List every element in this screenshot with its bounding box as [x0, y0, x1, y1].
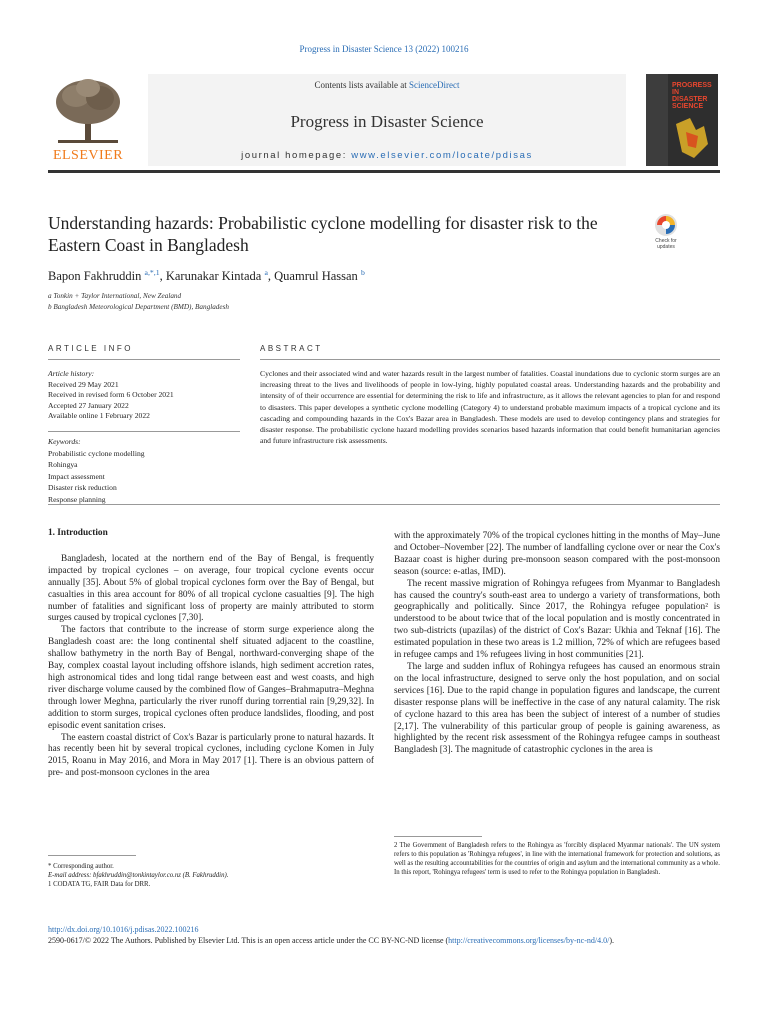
- author-sup[interactable]: b: [360, 268, 365, 277]
- body-paragraph: The eastern coastal district of Cox's Bazar is particularly prone to natural hazards. It has recently been hit by several tropical cyclones, including cyclone Komen in July 2015, Roanu in May 2016, and Mora in May 2017 [1]. There is an obvious pattern of pre- and post-monsoon cyclones in the area: [48, 732, 374, 779]
- keywords: [48, 436, 238, 505]
- keyword: Rohingya: [48, 460, 78, 469]
- body-paragraph: with the approximately 70% of the tropical cyclones hitting in the months of May–June and October–November [22]. The number of landfalling cyclone over or near the Cox's Bazaar coast is higher during pre-monsoon season compared with the post-monsoon season (source: e-atlas, IMD).: [394, 531, 720, 577]
- author-list: Bapon Fakhruddin $^{a,*,1}$, Karunakar Kintada $^a$, Quamrul Hassan $^b$: [48, 268, 365, 284]
- history-item: Received 29 May 2021: [48, 379, 119, 389]
- check-for-updates-badge[interactable]: [646, 212, 686, 256]
- masthead-center: [148, 74, 626, 166]
- license-line: 2590-0617/© 2022 The Authors. Published by Elsevier Ltd. This is an open access article under the CC BY-NC-ND license (http://creativecommons.org/licenses/by-nc-nd/4.0/).: [48, 936, 614, 945]
- masthead: [48, 74, 720, 166]
- body-paragraph: The recent massive migration of Rohingya refugees from Myanmar to Bangladesh has caused the country's south-east area to undergo a variety of transformations, both geographically and politically. Since 2017, the Rohingya refugee population² is understood to be about twice that of the local population and is mostly concentrated in two sub-districts (upazilas) of the district of Cox's Bazar: Ukhia and Teknaf [16]. The estimated population in these two areas is 1.2 million, 72% of which are refugees based in refugee camps and 1% refugees living in host communities [21].: [394, 578, 720, 661]
- divider: [48, 431, 240, 432]
- divider: [48, 504, 720, 505]
- license-link[interactable]: http://creativecommons.org/licenses/by-nc-nd/4.0/: [448, 936, 610, 945]
- cover-title: PROGRESS IN DISASTER SCIENCE: [672, 82, 712, 110]
- body-paragraph: The large and sudden influx of Rohingya refugees has caused an enormous strain on the local infrastructure, designed to serve only the host population, and on social services [16]. Due to the rapid change in population figures and landscape, the current disaster response plans will be ineffective in the case of any natural calamity. The risk of cyclone hazard to this area has been the subject of interest of a number of studies [2,17]. The vulnerability of this particular group of people is gaining awareness, as highlighted by the recent risk assessment of the Rohingya refugee camps in southeast Bangladesh [3]. The magnitude of catastrophic cyclones in the area is: [394, 661, 720, 756]
- body-column-left: [48, 528, 374, 780]
- footnote-2: 2 The Government of Bangladesh refers to the Rohingya as 'forcibly displaced Myanmar nationals'. The UN system refers to this population as 'Rohingya refugees', in line with the international framework for protection and solutions, as well as the resulting accountabilities for the countries of origin and asylum and the international community as a whole. In this report, 'Rohingya refugees' term is used to refer to the Rohingya population in Bangladesh.: [394, 842, 720, 876]
- author-name[interactable]: Karunakar Kintada: [165, 269, 262, 284]
- body-column-right: [394, 531, 720, 757]
- history-item: Accepted 27 January 2022: [48, 400, 129, 410]
- article-history: [48, 369, 238, 422]
- section-heading: 1. Introduction: [48, 528, 108, 538]
- history-label: Article history:: [48, 369, 95, 378]
- journal-title: Progress in Disaster Science: [290, 112, 484, 131]
- divider: [260, 359, 720, 360]
- history-item: Received in revised form 6 October 2021: [48, 390, 174, 399]
- journal-reference[interactable]: Progress in Disaster Science 13 (2022) 100216: [299, 44, 469, 54]
- doi-link[interactable]: http://dx.doi.org/10.1016/j.pdisas.2022.100216: [48, 925, 199, 934]
- author-name[interactable]: Bapon Fakhruddin: [48, 269, 142, 284]
- author-sup[interactable]: a: [264, 268, 268, 277]
- contents-line: Contents lists available at ScienceDirect: [314, 80, 460, 90]
- footnote-corresponding: * Corresponding author.: [48, 863, 114, 870]
- keyword: Probabilistic cyclone modelling: [48, 448, 145, 458]
- check-updates-label: Check for updates: [655, 238, 677, 250]
- footnote-rule: [48, 855, 136, 856]
- elsevier-tree-logo[interactable]: [48, 74, 128, 166]
- affiliation: a Tonkin + Taylor International, New Zealand: [48, 292, 182, 300]
- author-name[interactable]: Quamrul Hassan: [274, 269, 358, 284]
- header-rule: [48, 170, 720, 173]
- homepage-link[interactable]: www.elsevier.com/locate/pdisas: [351, 150, 533, 161]
- divider: [48, 359, 240, 360]
- author-sup[interactable]: a,*,1: [144, 268, 160, 277]
- journal-cover[interactable]: [646, 74, 718, 166]
- article-title: Understanding hazards: Probabilistic cyclone modelling for disaster risk to the Eastern Coast in Bangladesh: [48, 213, 598, 255]
- affiliation: b Bangladesh Meteorological Department (BMD), Bangladesh: [48, 303, 229, 311]
- footnote-1: 1 CODATA TG, FAIR Data for DRR.: [48, 881, 151, 888]
- footnote-email[interactable]: E-mail address: bfakhruddin@tonkintaylor.co.nz (B. Fakhruddin).: [48, 872, 229, 879]
- footnote-rule: [394, 836, 482, 837]
- abstract-text: Cyclones and their associated wind and water hazards result in the largest number of fatalities. Coastal inundations due to cyclonic storm surges are an increasing threat to the lives and livelihoods of people in low-lying, highly populated coastal areas. Understanding hazards and the probability and intensity of of their occurrence are essential for determining the risk to life and infrastructure, as it allows the relevant agencies to plan for and respond to disasters. This paper developes a synthetic cyclone modelling (Category 4) to understand probable maximum impacts of a tropical cyclone and its cascading and compounding hazards in the Cox's Bazar area in Bangladesh. These models are used to develop contingency plans and strategies for disaster response. The probabilistic cyclone hazard modelling provides scenarios based hazards information that could benefit humanitarian agencies and future infrastructure risk assessments.: [260, 369, 720, 446]
- keywords-label: Keywords:: [48, 437, 81, 446]
- body-paragraph: The factors that contribute to the increase of storm surge experience along the Bangladesh coast are: the long continental shelf situated adjacent to the coastline, shallow bathymetry in the north Bay of Bengal, northward-converging shape of the Bay, complex coastal layout including offshore islands, high sediment accretion rates, high astronomical tides and long tidal range between east and west coasts, and high river discharge volume caused by the combined flow of Ganges–Brahmaputra–Meghna through lower Meghna, particularly the river runoff during torrential rain [9,29,32]. In addition to storm surges, tropical cyclones often produce landslides, flooding, and post episodic event sanitation crises.: [48, 625, 374, 731]
- sciencedirect-link[interactable]: ScienceDirect: [409, 80, 460, 90]
- article-info-heading: ARTICLE INFO: [48, 344, 133, 353]
- keyword: Response planning: [48, 494, 106, 504]
- check-updates-icon: [646, 212, 686, 238]
- keyword: Disaster risk reduction: [48, 483, 117, 492]
- history-item: Available online 1 February 2022: [48, 411, 150, 420]
- journal-homepage: journal homepage: www.elsevier.com/locate/pdisas: [241, 150, 533, 161]
- abstract-heading: ABSTRACT: [260, 344, 323, 353]
- footnotes-left: [48, 862, 374, 889]
- publisher-name: ELSEVIER: [52, 148, 124, 163]
- page-footer: [48, 924, 720, 946]
- keyword: Impact assessment: [48, 471, 105, 481]
- body-paragraph: Bangladesh, located at the northern end of the Bay of Bengal, is frequently impacted by tropical cyclones – on average, four tropical cyclone events occur annually [35]. About 5% of global tropical cyclones form over the Bay of Bengal, but casualties in this area account for 80% of all tropical cyclone casualties [9]. The high number of fatalities and significant loss of property are mainly attributed to storm surges caused by tropical cyclones [7,30].: [48, 553, 374, 624]
